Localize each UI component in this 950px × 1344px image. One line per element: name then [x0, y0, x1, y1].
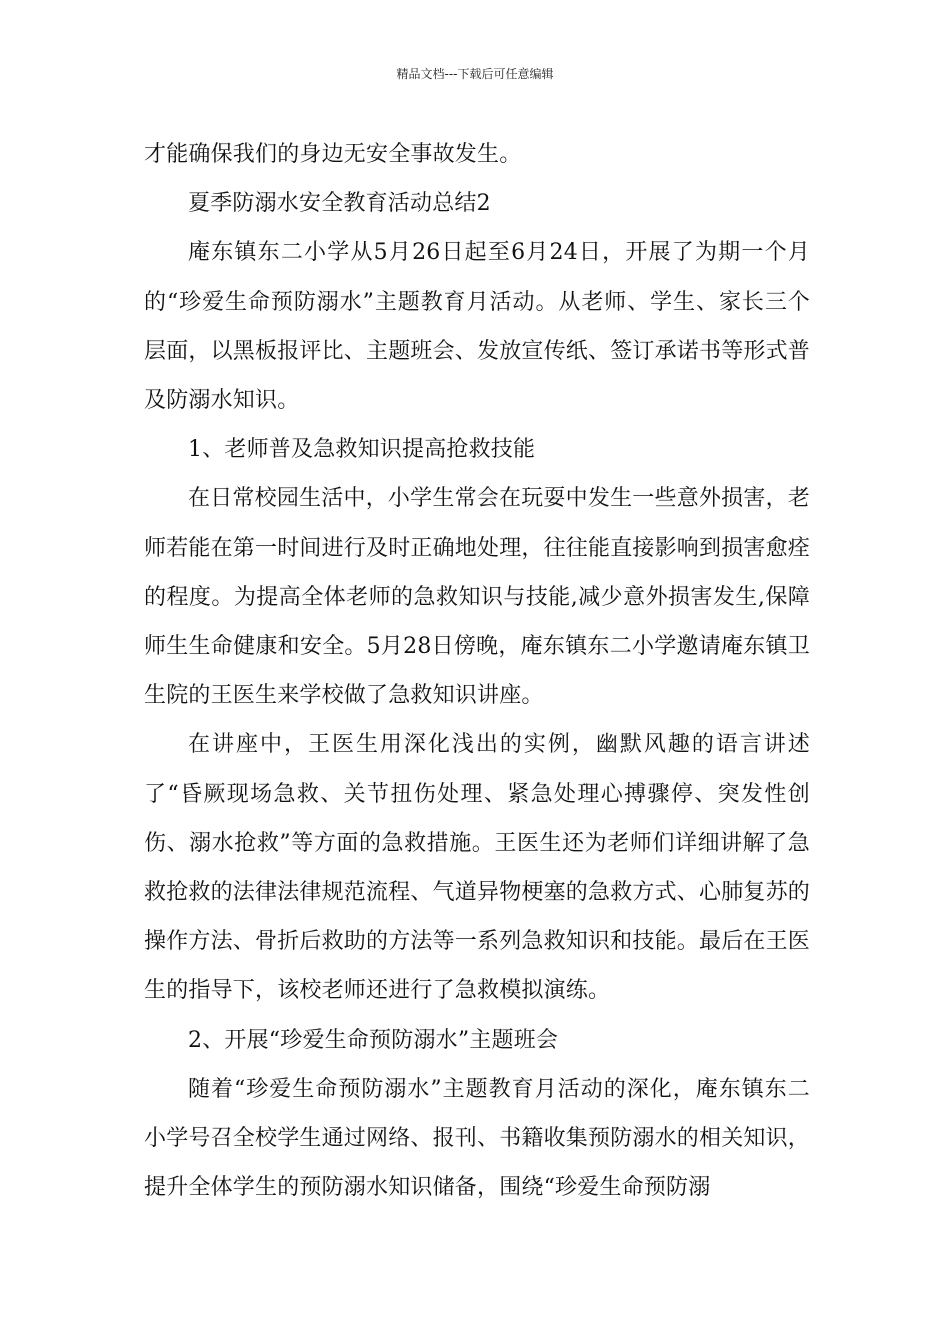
paragraph-intro: 庵东镇东二小学从5月26日起至6月24日，开展了为期一个月的“珍爱生命预防溺水”主题教育月活动。从老师、学生、家长三个层面，以黑板报评比、主题班会、发放宣传纸、签订承诺书等形式普及防溺水知识。 [144, 240, 811, 414]
paragraph-lecture: 在讲座中，王医生用深化浅出的实例，幽默风趣的语言讲述了“昏厥现场急救、关节扭伤处理、紧急处理心搏骤停、突发性创伤、溺水抢救”等方面的急救措施。王医生还为老师们详细讲解了急救抢救的法律法律规范流程、气道异物梗塞的急救方式、心肺复苏的操作方法、骨折后救助的方法等一系列急救知识和技能。最后在王医生的指导下，该校老师还进行了急救模拟演练。 [144, 732, 811, 1004]
page-header: 精品文档---下载后可任意编辑 [396, 67, 554, 81]
document-body [144, 130, 810, 1212]
paragraph-first-aid: 在日常校园生活中，小学生常会在玩耍中发生一些意外损害，老师若能在第一时间进行及时正确地处理，往往能直接影响到损害愈痊的程度。为提高全体老师的急救知识与技能,减少意外损害发生,保障师生生命健康和安全。5月28日傍晚，庵东镇东二小学邀请庵东镇卫生院的王医生来学校做了急救知识讲座。 [144, 486, 811, 709]
paragraph-continuation: 才能确保我们的身边无安全事故发生。 [144, 142, 522, 167]
paragraph-class-meeting: 随着“珍爱生命预防溺水”主题教育月活动的深化，庵东镇东二小学号召全校学生通过网络、报刊、书籍收集预防溺水的相关知识，提升全体学生的预防溺水知识储备，围绕“珍爱生命预防溺 [144, 1076, 811, 1201]
subheading-class-meeting: 2、开展“珍爱生命预防溺水”主题班会 [188, 1027, 559, 1053]
section-title: 夏季防溺水安全教育活动总结2 [188, 191, 491, 217]
subheading-first-aid: 1、老师普及急救知识提高抢救技能 [188, 437, 536, 463]
